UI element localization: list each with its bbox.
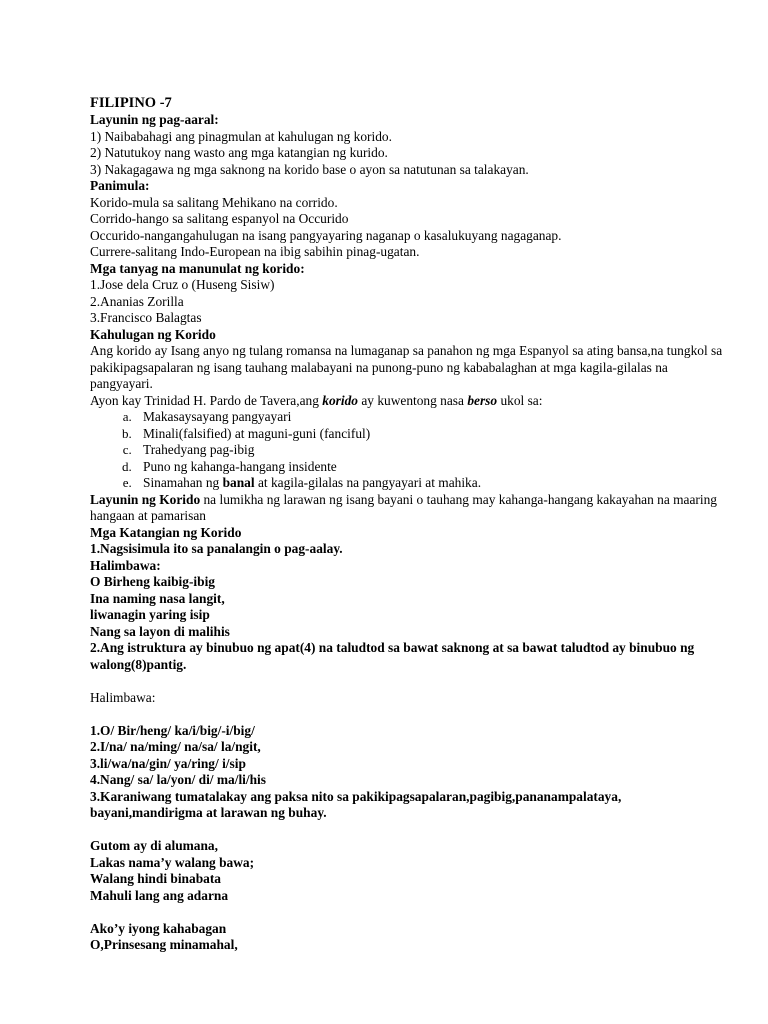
tavera-list-item: d. Puno ng kahanga-hangang insidente — [135, 459, 730, 476]
spacer — [90, 706, 730, 723]
panimula-item: Currere-salitang Indo-European na ibig sabihin pinag-ugatan. — [90, 244, 420, 259]
katangian-point-3: 3.Karaniwang tumatalakay ang paksa nito sa pakikipagsapalaran,pagibig,pananampalataya, bayani,mandirigma at larawan ng buhay. — [90, 788, 622, 820]
syllable-line: 1.O/ Bir/heng/ ka/i/big/-i/big/ — [90, 722, 255, 738]
tavera-mid: ay kuwentong nasa — [357, 392, 468, 408]
stanza-line: Ako’y iyong kahabagan — [90, 920, 227, 936]
layunin-heading: Layunin ng pag-aaral: — [90, 112, 219, 127]
panimula-item: Korido-mula sa salitang Mehikano na corrido. — [90, 194, 338, 210]
stanza-line: Nang sa layon di malihis — [90, 623, 230, 639]
tavera-list — [90, 409, 730, 492]
stanza-line: O Birheng kaibig-ibig — [90, 574, 216, 589]
layunin-korido-label: Layunin ng Korido — [90, 491, 201, 507]
syllable-line: 3.li/wa/na/gin/ ya/ring/ i/sip — [90, 755, 246, 771]
stanza-line: liwanagin yaring isip — [90, 607, 210, 622]
tavera-list-item: b. Minali(falsified) at maguni-guni (fanciful) — [135, 426, 730, 443]
panimula-item: Corrido-hango sa salitang espanyol na Occurido — [90, 211, 349, 226]
halimbawa-label: Halimbawa: — [90, 557, 161, 573]
stanza-line: Lakas nama’y walang bawa; — [90, 854, 255, 870]
kahulugan-heading: Kahulugan ng Korido — [90, 326, 216, 342]
spacer — [90, 673, 730, 690]
syllable-line: 4.Nang/ sa/ la/yon/ di/ ma/li/his — [90, 772, 266, 787]
panimula-item: Occurido-nangangahulugan na isang pangyayaring naganap o kasalukuyang nagaganap. — [90, 227, 562, 243]
layunin-item: 2) Natutukoy nang wasto ang mga katangian ng kurido. — [90, 145, 388, 160]
list-e-post: at kagila-gilalas na pangyayari at mahika. — [254, 475, 482, 490]
stanza-line: Ina naming nasa langit, — [90, 590, 225, 606]
stanza-line: O,Prinsesang minamahal, — [90, 937, 238, 952]
layunin-item: 1) Naibabahagi ang pinagmulan at kahulugan ng korido. — [90, 128, 392, 144]
tavera-list-item: a. Makasaysayang pangyayari — [135, 409, 730, 426]
korido-term: korido — [322, 392, 358, 408]
tavera-list-item — [135, 475, 730, 492]
stanza-line: Walang hindi binabata — [90, 871, 221, 886]
panimula-heading: Panimula: — [90, 178, 150, 193]
document-page — [90, 94, 730, 954]
manunulat-item: 2.Ananias Zorilla — [90, 293, 184, 309]
katangian-point-1: 1.Nagsisimula ito sa panalangin o pag-aalay. — [90, 541, 343, 556]
tavera-list-item: c. Trahedyang pag-ibig — [135, 442, 730, 459]
list-e-pre: Sinamahan ng — [143, 475, 223, 490]
document-title: FILIPINO -7 — [90, 95, 172, 111]
layunin-item: 3) Nakagagawa ng mga saknong na korido base o ayon sa natutunan sa talakayan. — [90, 161, 529, 177]
layunin-korido — [90, 492, 730, 525]
katangian-point-2: 2.Ang istruktura ay binubuo ng apat(4) na taludtod sa bawat saknong at sa bawat taludtod ay binubuo ng walong(8)pantig. — [90, 640, 695, 672]
layunin-korido-text: na lumikha ng larawan ng isang bayani o tauhang may kahanga-hangang kakayahan na maaring hangaan at pamarisan — [90, 491, 717, 523]
spacer — [90, 904, 730, 921]
stanza-line: Mahuli lang ang adarna — [90, 887, 229, 903]
tavera-post: ukol sa: — [497, 392, 543, 408]
stanza-line: Gutom ay di alumana, — [90, 838, 218, 853]
halimbawa-label-2: Halimbawa: — [90, 689, 156, 705]
berso-term: berso — [467, 392, 498, 408]
tavera-sentence — [90, 393, 730, 410]
manunulat-item: 3.Francisco Balagtas — [90, 310, 202, 325]
manunulat-heading: Mga tanyag na manunulat ng korido: — [90, 260, 305, 276]
banal-term: banal — [222, 475, 255, 490]
katangian-heading: Mga Katangian ng Korido — [90, 524, 242, 540]
syllable-line: 2.I/na/ na/ming/ na/sa/ la/ngit, — [90, 739, 261, 754]
kahulugan-paragraph: Ang korido ay Isang anyo ng tulang romansa na lumaganap sa panahon ng mga Espanyol sa ating bansa,na tungkol sa pakikipagsapalaran ng isang tauhang malabayani na punong-puno ng kababalaghan at mga kagila-gilalas na pangyayari. — [90, 343, 723, 391]
spacer — [90, 822, 730, 839]
manunulat-item: 1.Jose dela Cruz o (Huseng Sisiw) — [90, 277, 275, 292]
tavera-pre: Ayon kay Trinidad H. Pardo de Tavera,ang — [90, 392, 323, 408]
